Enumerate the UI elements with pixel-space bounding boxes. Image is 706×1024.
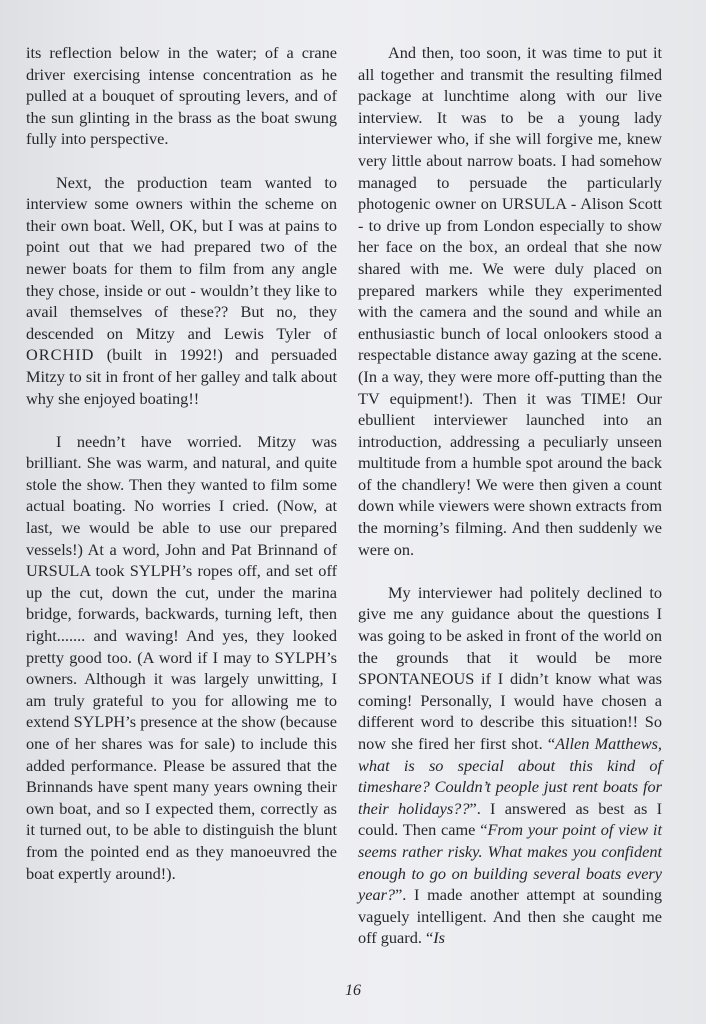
boat-name-orchid: ORCHID bbox=[26, 345, 95, 365]
paragraph-mitzy: I needn’t have worried. Mitzy was brilliant. She was warm, and natural, and quite stole the show. Then they wanted to film some actual boating. No worries I cried. (Now, at last, we would be able to use our prepared vessels!) At a word, John and Pat Brinnand of URSULA took SYLPH’s ropes off, and set off up the cut, down the cut, under the marina bridge, forwards, backwards, turning left, then right....... and waving! And yes, they looked pretty good too. (A word if I may to SYLPH’s owners. Although it was largely unwitting, I am truly grateful to you for allowing me to extend SYLPH’s presence at the show (because one of her shares was for sale) to include this added performance. Please be assured that the Brinnands have spent many years owning their own boat, and so I expected them, correctly as it turned out, to be able to distinguish the blunt from the pointed end as they manoeuvred the boat expertly around!). bbox=[26, 431, 337, 883]
paragraph-transmit: And then, too soon, it was time to put it all together and transmit the resulting filmed package at lunchtime along with our live interview. It was to be a young lady interviewer who, if she will forgive me, knew very little about narrow boats. I had somehow managed to persuade the particularly photogenic owner on URSULA - Alison Scott - to drive up from London especially to show her face on the box, an ordeal that she now shared with me. We were duly placed on prepared markers while they experimented with the camera and the sound and while an enthusiastic bunch of local onlookers stood a respectable distance away gazing at the scene. (In a way, they were more off-putting than the TV equipment!). Then it was TIME! Our ebullient interviewer launched into an introduction, addressing a peculiarly unseen multitude from a humble spot around the back of the chandlery! We were then given a count down while viewers were shown extracts from the morning’s filming. And then suddenly we were on. bbox=[358, 43, 662, 559]
paragraph-interviewer bbox=[358, 582, 662, 949]
left-column bbox=[26, 42, 337, 884]
page-number: 16 bbox=[345, 982, 361, 999]
paragraph-reflection: its reflection below in the water; of a crane driver exercising intense concentration as he pulled at a bouquet of sprouting levers, and of the sun glinting in the brass as the boat swung fully into perspective. bbox=[26, 43, 337, 149]
text-segment: Next, the production team wanted to interview some owners within the scheme on their own boat. Well, OK, but I was at pains to point out that we had prepared two of the newer boats for them to film from any angle they chose, inside or out - wouldn’t they like to avail themselves of these?? But no, they descended on Mitzy and Lewis Tyler of bbox=[26, 172, 337, 343]
right-column bbox=[358, 42, 662, 949]
quote-question-1: Allen Matthews, what is so special about this kind of timeshare? Couldn’t people just rent boats for their holidays?? bbox=[358, 734, 662, 818]
text-segment: (built in 1992!) and persuaded Mitzy to sit in front of her galley and talk about why she enjoyed boating!! bbox=[26, 345, 337, 408]
text-segment: My interviewer had politely declined to give me any guidance about the questions I was going to be asked in front of the world on the grounds that it would be more SPONTANEOUS if I didn’t know what was coming! Personally, I would have chosen a different word to describe this situation!! So now she fired her first shot. “ bbox=[358, 582, 662, 753]
text-segment: ”. I answered as best as I could. Then came “ bbox=[358, 798, 662, 840]
paragraph-production-team bbox=[26, 172, 337, 410]
quote-question-3: Is bbox=[433, 928, 445, 948]
text-segment: ”. I made another attempt at sounding vaguely intelligent. And then she caught me off guard. “ bbox=[358, 885, 662, 948]
quote-question-2: From your point of view it seems rather risky. What makes you confident enough to go on building several boats every year? bbox=[358, 820, 662, 905]
